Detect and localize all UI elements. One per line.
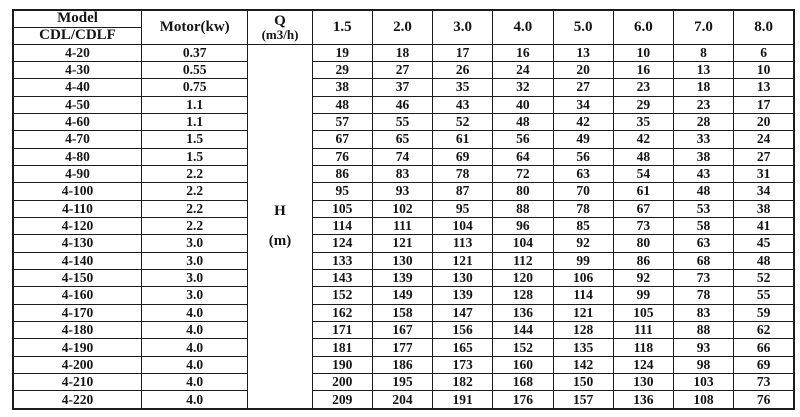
model-cell: 4-160	[13, 287, 141, 304]
head-value-cell: 120	[493, 269, 553, 286]
head-value-cell: 162	[312, 304, 372, 321]
head-value-cell: 105	[613, 304, 673, 321]
head-value-cell: 99	[553, 252, 613, 269]
head-value-cell: 98	[673, 356, 733, 373]
head-value-cell: 38	[734, 200, 794, 217]
flow-column-header: 6.0	[613, 10, 673, 44]
head-value-cell: 186	[372, 356, 432, 373]
model-cell: 4-190	[13, 339, 141, 356]
head-value-cell: 27	[372, 61, 432, 78]
head-value-cell: 80	[613, 235, 673, 252]
head-value-cell: 168	[493, 374, 553, 391]
head-value-cell: 167	[372, 322, 432, 339]
head-value-cell: 16	[613, 61, 673, 78]
head-value-cell: 152	[312, 287, 372, 304]
head-value-cell: 73	[613, 217, 673, 234]
head-value-cell: 23	[673, 96, 733, 113]
motor-power-cell: 1.5	[141, 148, 247, 165]
flow-column-header: 5.0	[553, 10, 613, 44]
head-value-cell: 104	[493, 235, 553, 252]
head-value-cell: 19	[312, 44, 372, 61]
table-row	[13, 322, 794, 339]
head-value-cell: 69	[433, 148, 493, 165]
head-value-cell: 121	[433, 252, 493, 269]
motor-power-cell: 2.2	[141, 165, 247, 182]
head-value-cell: 40	[493, 96, 553, 113]
flow-column-header: 7.0	[673, 10, 733, 44]
model-cell: 4-170	[13, 304, 141, 321]
head-value-cell: 46	[372, 96, 432, 113]
head-value-cell: 35	[613, 113, 673, 130]
head-value-cell: 70	[553, 183, 613, 200]
head-value-cell: 204	[372, 391, 432, 409]
head-value-cell: 105	[312, 200, 372, 217]
head-value-cell: 181	[312, 339, 372, 356]
head-value-cell: 209	[312, 391, 372, 409]
table-row	[13, 113, 794, 130]
table-row	[13, 217, 794, 234]
head-value-cell: 24	[734, 131, 794, 148]
head-value-cell: 111	[372, 217, 432, 234]
head-value-cell: 88	[493, 200, 553, 217]
head-value-cell: 32	[493, 79, 553, 96]
head-value-cell: 106	[553, 269, 613, 286]
table-row	[13, 61, 794, 78]
head-value-cell: 41	[734, 217, 794, 234]
head-value-cell: 177	[372, 339, 432, 356]
head-value-cell: 139	[372, 269, 432, 286]
flow-column-header: 3.0	[433, 10, 493, 44]
head-value-cell: 111	[613, 322, 673, 339]
table-row	[13, 131, 794, 148]
head-value-cell: 92	[613, 269, 673, 286]
head-value-cell: 96	[493, 217, 553, 234]
head-value-cell: 29	[312, 61, 372, 78]
flow-header	[248, 10, 312, 44]
head-value-cell: 54	[613, 165, 673, 182]
table-row	[13, 252, 794, 269]
model-cell: 4-70	[13, 131, 141, 148]
head-value-cell: 130	[433, 269, 493, 286]
head-value-cell: 93	[673, 339, 733, 356]
head-value-cell: 65	[372, 131, 432, 148]
head-value-cell: 72	[493, 165, 553, 182]
head-value-cell: 17	[734, 96, 794, 113]
model-cell: 4-20	[13, 44, 141, 61]
head-value-cell: 144	[493, 322, 553, 339]
table-row	[13, 200, 794, 217]
head-value-cell: 48	[312, 96, 372, 113]
motor-power-cell: 4.0	[141, 322, 247, 339]
table-row	[13, 96, 794, 113]
head-value-cell: 147	[433, 304, 493, 321]
head-value-cell: 16	[493, 44, 553, 61]
head-value-cell: 63	[553, 165, 613, 182]
head-value-cell: 28	[673, 113, 733, 130]
head-value-cell: 124	[312, 235, 372, 252]
table-header	[13, 10, 794, 44]
head-value-cell: 13	[673, 61, 733, 78]
motor-power-cell: 3.0	[141, 287, 247, 304]
head-value-cell: 121	[553, 304, 613, 321]
head-value-cell: 42	[553, 113, 613, 130]
model-cell: 4-120	[13, 217, 141, 234]
flow-header-unit: (m3/h)	[261, 26, 299, 42]
head-value-cell: 10	[613, 44, 673, 61]
head-value-cell: 149	[372, 287, 432, 304]
head-value-cell: 128	[553, 322, 613, 339]
motor-power-cell: 0.75	[141, 79, 247, 96]
head-value-cell: 34	[734, 183, 794, 200]
head-value-cell: 112	[493, 252, 553, 269]
head-value-cell: 92	[553, 235, 613, 252]
head-value-cell: 150	[553, 374, 613, 391]
model-cell: 4-40	[13, 79, 141, 96]
model-cell: 4-100	[13, 183, 141, 200]
head-value-cell: 171	[312, 322, 372, 339]
head-value-cell: 104	[433, 217, 493, 234]
head-value-cell: 78	[433, 165, 493, 182]
head-value-cell: 8	[673, 44, 733, 61]
motor-power-cell: 2.2	[141, 217, 247, 234]
head-value-cell: 66	[734, 339, 794, 356]
head-value-cell: 52	[433, 113, 493, 130]
model-cell: 4-150	[13, 269, 141, 286]
head-value-cell: 83	[372, 165, 432, 182]
head-value-cell: 113	[433, 235, 493, 252]
head-value-cell: 49	[553, 131, 613, 148]
head-value-cell: 24	[493, 61, 553, 78]
head-value-cell: 48	[493, 113, 553, 130]
model-cell: 4-110	[13, 200, 141, 217]
model-header-series: CDL/CDLF	[13, 27, 141, 44]
model-cell: 4-180	[13, 322, 141, 339]
head-value-cell: 68	[673, 252, 733, 269]
head-value-cell: 64	[493, 148, 553, 165]
head-value-cell: 63	[673, 235, 733, 252]
head-value-cell: 200	[312, 374, 372, 391]
model-cell: 4-140	[13, 252, 141, 269]
motor-power-cell: 3.0	[141, 269, 247, 286]
head-value-cell: 37	[372, 79, 432, 96]
head-value-cell: 6	[734, 44, 794, 61]
head-value-cell: 56	[493, 131, 553, 148]
model-header-title: Model	[13, 10, 141, 27]
head-value-cell: 93	[372, 183, 432, 200]
head-value-cell: 31	[734, 165, 794, 182]
head-value-cell: 10	[734, 61, 794, 78]
head-value-cell: 86	[312, 165, 372, 182]
flow-header-symbol: Q	[274, 12, 286, 29]
head-value-cell: 190	[312, 356, 372, 373]
head-value-cell: 33	[673, 131, 733, 148]
head-value-cell: 52	[734, 269, 794, 286]
head-value-cell: 13	[553, 44, 613, 61]
head-value-cell: 23	[613, 79, 673, 96]
head-value-cell: 78	[553, 200, 613, 217]
model-cell: 4-220	[13, 391, 141, 409]
table-row	[13, 165, 794, 182]
head-value-cell: 26	[433, 61, 493, 78]
motor-power-cell: 4.0	[141, 391, 247, 409]
head-value-cell: 83	[673, 304, 733, 321]
head-value-cell: 130	[613, 374, 673, 391]
table-row	[13, 79, 794, 96]
header-row-top	[13, 10, 794, 27]
head-unit-cell	[248, 44, 312, 409]
head-value-cell: 195	[372, 374, 432, 391]
model-cell: 4-50	[13, 96, 141, 113]
motor-power-cell: 4.0	[141, 304, 247, 321]
head-value-cell: 191	[433, 391, 493, 409]
head-value-cell: 114	[312, 217, 372, 234]
head-value-cell: 160	[493, 356, 553, 373]
head-value-cell: 99	[613, 287, 673, 304]
head-value-cell: 128	[493, 287, 553, 304]
head-value-cell: 74	[372, 148, 432, 165]
head-value-cell: 87	[433, 183, 493, 200]
model-cell: 4-90	[13, 165, 141, 182]
head-value-cell: 17	[433, 44, 493, 61]
head-value-cell: 88	[673, 322, 733, 339]
flow-column-header: 2.0	[372, 10, 432, 44]
table-row	[13, 374, 794, 391]
table-row	[13, 287, 794, 304]
motor-power-cell: 3.0	[141, 252, 247, 269]
model-cell: 4-210	[13, 374, 141, 391]
head-value-cell: 45	[734, 235, 794, 252]
head-value-cell: 53	[673, 200, 733, 217]
head-value-cell: 173	[433, 356, 493, 373]
table-row	[13, 269, 794, 286]
head-value-cell: 55	[734, 287, 794, 304]
head-value-cell: 165	[433, 339, 493, 356]
head-value-cell: 13	[734, 79, 794, 96]
head-value-cell: 59	[734, 304, 794, 321]
head-value-cell: 121	[372, 235, 432, 252]
head-value-cell: 43	[433, 96, 493, 113]
head-value-cell: 38	[673, 148, 733, 165]
motor-header: Motor(kw)	[141, 10, 247, 44]
model-cell: 4-60	[13, 113, 141, 130]
head-value-cell: 143	[312, 269, 372, 286]
head-value-cell: 18	[673, 79, 733, 96]
head-value-cell: 27	[734, 148, 794, 165]
head-value-cell: 176	[493, 391, 553, 409]
head-value-cell: 55	[372, 113, 432, 130]
head-value-cell: 142	[553, 356, 613, 373]
pump-spec-table	[12, 9, 795, 410]
table-row	[13, 235, 794, 252]
motor-power-cell: 0.55	[141, 61, 247, 78]
motor-power-cell: 1.1	[141, 96, 247, 113]
head-value-cell: 67	[613, 200, 673, 217]
head-value-cell: 157	[553, 391, 613, 409]
head-value-cell: 76	[312, 148, 372, 165]
motor-power-cell: 2.2	[141, 183, 247, 200]
head-value-cell: 102	[372, 200, 432, 217]
head-symbol: H	[274, 202, 286, 219]
head-value-cell: 95	[433, 200, 493, 217]
model-cell: 4-30	[13, 61, 141, 78]
head-value-cell: 133	[312, 252, 372, 269]
head-unit: (m)	[268, 232, 292, 249]
motor-power-cell: 1.5	[141, 131, 247, 148]
head-value-cell: 139	[433, 287, 493, 304]
table-row	[13, 148, 794, 165]
table-row	[13, 304, 794, 321]
head-value-cell: 20	[553, 61, 613, 78]
table-row	[13, 339, 794, 356]
head-value-cell: 108	[673, 391, 733, 409]
head-value-cell: 73	[673, 269, 733, 286]
model-cell: 4-130	[13, 235, 141, 252]
head-value-cell: 156	[433, 322, 493, 339]
head-value-cell: 136	[613, 391, 673, 409]
head-value-cell: 118	[613, 339, 673, 356]
head-value-cell: 103	[673, 374, 733, 391]
head-value-cell: 124	[613, 356, 673, 373]
head-value-cell: 20	[734, 113, 794, 130]
model-cell: 4-80	[13, 148, 141, 165]
head-value-cell: 73	[734, 374, 794, 391]
head-value-cell: 135	[553, 339, 613, 356]
flow-column-header: 1.5	[312, 10, 372, 44]
motor-power-cell: 2.2	[141, 200, 247, 217]
head-value-cell: 80	[493, 183, 553, 200]
head-value-cell: 95	[312, 183, 372, 200]
table-body	[13, 44, 794, 409]
table-row	[13, 391, 794, 409]
model-cell: 4-200	[13, 356, 141, 373]
head-value-cell: 62	[734, 322, 794, 339]
head-value-cell: 61	[433, 131, 493, 148]
head-value-cell: 61	[613, 183, 673, 200]
motor-power-cell: 4.0	[141, 339, 247, 356]
head-value-cell: 69	[734, 356, 794, 373]
head-value-cell: 35	[433, 79, 493, 96]
head-value-cell: 57	[312, 113, 372, 130]
head-value-cell: 136	[493, 304, 553, 321]
table-row	[13, 356, 794, 373]
head-value-cell: 76	[734, 391, 794, 409]
head-value-cell: 78	[673, 287, 733, 304]
flow-column-header: 4.0	[493, 10, 553, 44]
table-row	[13, 183, 794, 200]
head-value-cell: 27	[553, 79, 613, 96]
motor-power-cell: 3.0	[141, 235, 247, 252]
table-row	[13, 44, 794, 61]
flow-column-header: 8.0	[734, 10, 794, 44]
head-value-cell: 29	[613, 96, 673, 113]
head-value-cell: 182	[433, 374, 493, 391]
motor-power-cell: 4.0	[141, 356, 247, 373]
head-value-cell: 58	[673, 217, 733, 234]
head-value-cell: 18	[372, 44, 432, 61]
motor-power-cell: 4.0	[141, 374, 247, 391]
motor-power-cell: 0.37	[141, 44, 247, 61]
head-value-cell: 42	[613, 131, 673, 148]
head-value-cell: 152	[493, 339, 553, 356]
head-value-cell: 48	[613, 148, 673, 165]
head-value-cell: 158	[372, 304, 432, 321]
head-value-cell: 114	[553, 287, 613, 304]
motor-power-cell: 1.1	[141, 113, 247, 130]
head-value-cell: 56	[553, 148, 613, 165]
head-value-cell: 86	[613, 252, 673, 269]
head-value-cell: 48	[673, 183, 733, 200]
head-value-cell: 85	[553, 217, 613, 234]
head-value-cell: 38	[312, 79, 372, 96]
head-value-cell: 48	[734, 252, 794, 269]
head-value-cell: 67	[312, 131, 372, 148]
head-value-cell: 43	[673, 165, 733, 182]
head-value-cell: 34	[553, 96, 613, 113]
head-value-cell: 130	[372, 252, 432, 269]
